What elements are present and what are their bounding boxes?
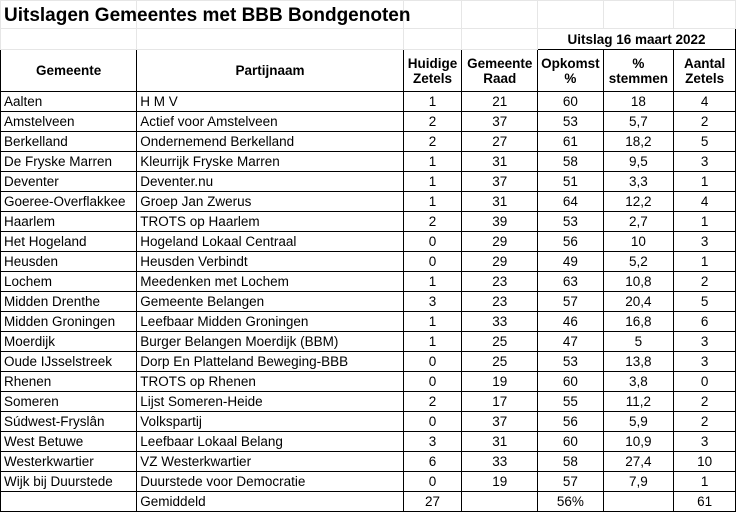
cell-pct-stemmen: 20,4: [603, 292, 674, 312]
cell-huidige-zetels: 2: [403, 112, 462, 132]
table-row: [1, 432, 736, 452]
header-gemeente: Gemeente: [1, 50, 137, 92]
cell-gemeente: De Fryske Marren: [1, 152, 137, 172]
cell-opkomst: 61: [538, 132, 604, 152]
cell-opkomst: 47: [538, 332, 604, 352]
cell-huidige-zetels: 0: [403, 372, 462, 392]
cell-gemeente: Het Hogeland: [1, 232, 137, 252]
cell-partijnaam: Kleurrijk Fryske Marren: [137, 152, 403, 172]
cell-partijnaam: Heusden Verbindt: [137, 252, 403, 272]
cell-pct-stemmen: 9,5: [603, 152, 674, 172]
cell-huidige-zetels: 2: [403, 132, 462, 152]
cell-partijnaam: Duurstede voor Democratie: [137, 472, 403, 492]
cell-gemeente: Haarlem: [1, 212, 137, 232]
cell-gemeenteraad: 23: [462, 292, 538, 312]
table-row: [1, 472, 736, 492]
cell-pct-stemmen: 11,2: [603, 392, 674, 412]
cell-partijnaam: Leefbaar Midden Groningen: [137, 312, 403, 332]
cell-gemeenteraad: 31: [462, 432, 538, 452]
cell-aantal-zetels: 3: [674, 332, 736, 352]
cell-pct-stemmen: 2,7: [603, 212, 674, 232]
cell-opkomst: 58: [538, 152, 604, 172]
cell-partijnaam: Leefbaar Lokaal Belang: [137, 432, 403, 452]
cell-huidige-zetels: 0: [403, 412, 462, 432]
cell-partijnaam: Ondernemend Berkelland: [137, 132, 403, 152]
cell-gemeenteraad: 33: [462, 452, 538, 472]
cell-aantal-zetels: 1: [674, 252, 736, 272]
cell-aantal-zetels: 2: [674, 112, 736, 132]
cell-partijnaam: Dorp En Platteland Beweging-BBB: [137, 352, 403, 372]
table-row: [1, 332, 736, 352]
header-aantal-zetels: Aantal Zetels: [674, 50, 736, 92]
cell-huidige-zetels: 0: [403, 252, 462, 272]
cell-gemeenteraad: 25: [462, 352, 538, 372]
cell-pct-stemmen: 5,9: [603, 412, 674, 432]
cell-gemeente: Súdwest-Fryslân: [1, 412, 137, 432]
cell-opkomst: 53: [538, 112, 604, 132]
cell-gemeente: Midden Drenthe: [1, 292, 137, 312]
header-opkomst: Opkomst %: [538, 50, 604, 92]
cell-opkomst: 53: [538, 352, 604, 372]
table-row: [1, 152, 736, 172]
cell-gemeente: Berkelland: [1, 132, 137, 152]
cell-partijnaam: H M V: [137, 92, 403, 112]
table-row: [1, 112, 736, 132]
cell-pct-stemmen: 18,2: [603, 132, 674, 152]
cell-gemeente: Moerdijk: [1, 332, 137, 352]
cell-gemeenteraad: 31: [462, 152, 538, 172]
table-row: [1, 212, 736, 232]
footer-huidige-zetels: 27: [403, 492, 462, 512]
cell-partijnaam: Groep Jan Zwerus: [137, 192, 403, 212]
cell-pct-stemmen: 3,3: [603, 172, 674, 192]
cell-gemeente: Oude IJsselstreek: [1, 352, 137, 372]
table-body: [1, 92, 736, 492]
table-row: [1, 272, 736, 292]
cell-gemeente: Midden Groningen: [1, 312, 137, 332]
cell-opkomst: 46: [538, 312, 604, 332]
cell-pct-stemmen: 7,9: [603, 472, 674, 492]
cell-gemeenteraad: 25: [462, 332, 538, 352]
uitslag-header: Uitslag 16 maart 2022: [538, 29, 736, 50]
cell-aantal-zetels: 3: [674, 352, 736, 372]
cell-huidige-zetels: 3: [403, 292, 462, 312]
cell-gemeenteraad: 27: [462, 132, 538, 152]
cell-pct-stemmen: 5,2: [603, 252, 674, 272]
cell-partijnaam: Burger Belangen Moerdijk (BBM): [137, 332, 403, 352]
cell-huidige-zetels: 1: [403, 172, 462, 192]
cell-gemeenteraad: 29: [462, 232, 538, 252]
cell-aantal-zetels: 10: [674, 452, 736, 472]
cell-aantal-zetels: 1: [674, 172, 736, 192]
cell-partijnaam: TROTS op Haarlem: [137, 212, 403, 232]
cell-opkomst: 56: [538, 232, 604, 252]
cell-aantal-zetels: 2: [674, 412, 736, 432]
table-row: [1, 192, 736, 212]
cell-aantal-zetels: 4: [674, 192, 736, 212]
cell-aantal-zetels: 1: [674, 212, 736, 232]
cell-pct-stemmen: 10,9: [603, 432, 674, 452]
cell-pct-stemmen: 10: [603, 232, 674, 252]
table-row: [1, 352, 736, 372]
cell-partijnaam: VZ Westerkwartier: [137, 452, 403, 472]
cell-aantal-zetels: 4: [674, 92, 736, 112]
cell-huidige-zetels: 0: [403, 472, 462, 492]
cell-gemeenteraad: 37: [462, 172, 538, 192]
cell-gemeenteraad: 37: [462, 412, 538, 432]
header-pct-stemmen: % stemmen: [603, 50, 674, 92]
footer-aantal-zetels: 61: [674, 492, 736, 512]
header-partijnaam: Partijnaam: [137, 50, 403, 92]
cell-gemeente: Lochem: [1, 272, 137, 292]
cell-gemeenteraad: 33: [462, 312, 538, 332]
table-row: [1, 392, 736, 412]
cell-partijnaam: Actief voor Amstelveen: [137, 112, 403, 132]
cell-opkomst: 51: [538, 172, 604, 192]
cell-huidige-zetels: 3: [403, 432, 462, 452]
cell-aantal-zetels: 2: [674, 272, 736, 292]
cell-gemeente: Aalten: [1, 92, 137, 112]
cell-gemeente: Deventer: [1, 172, 137, 192]
cell-opkomst: 57: [538, 472, 604, 492]
table-row: [1, 412, 736, 432]
cell-huidige-zetels: 1: [403, 92, 462, 112]
cell-huidige-zetels: 1: [403, 152, 462, 172]
cell-gemeente: Amstelveen: [1, 112, 137, 132]
cell-opkomst: 63: [538, 272, 604, 292]
cell-gemeenteraad: 39: [462, 212, 538, 232]
table-row: [1, 312, 736, 332]
cell-aantal-zetels: 2: [674, 392, 736, 412]
cell-partijnaam: Deventer.nu: [137, 172, 403, 192]
cell-pct-stemmen: 5: [603, 332, 674, 352]
cell-partijnaam: Lijst Someren-Heide: [137, 392, 403, 412]
cell-pct-stemmen: 13,8: [603, 352, 674, 372]
cell-gemeenteraad: 19: [462, 472, 538, 492]
cell-aantal-zetels: 6: [674, 312, 736, 332]
footer-opkomst: 56%: [538, 492, 604, 512]
cell-huidige-zetels: 0: [403, 352, 462, 372]
cell-gemeente: Rhenen: [1, 372, 137, 392]
cell-gemeenteraad: 37: [462, 112, 538, 132]
cell-opkomst: 60: [538, 372, 604, 392]
cell-aantal-zetels: 0: [674, 372, 736, 392]
cell-gemeente: Westerkwartier: [1, 452, 137, 472]
cell-opkomst: 57: [538, 292, 604, 312]
cell-opkomst: 55: [538, 392, 604, 412]
footer-empty-raad: [462, 492, 538, 512]
cell-opkomst: 60: [538, 92, 604, 112]
cell-opkomst: 58: [538, 452, 604, 472]
cell-gemeenteraad: 31: [462, 192, 538, 212]
cell-gemeenteraad: 17: [462, 392, 538, 412]
cell-huidige-zetels: 6: [403, 452, 462, 472]
cell-gemeente: Heusden: [1, 252, 137, 272]
cell-opkomst: 60: [538, 432, 604, 452]
cell-opkomst: 64: [538, 192, 604, 212]
cell-pct-stemmen: 3,8: [603, 372, 674, 392]
footer-empty: [1, 492, 137, 512]
cell-aantal-zetels: 5: [674, 132, 736, 152]
table-row: [1, 132, 736, 152]
cell-partijnaam: Gemeente Belangen: [137, 292, 403, 312]
cell-aantal-zetels: 3: [674, 432, 736, 452]
cell-pct-stemmen: 27,4: [603, 452, 674, 472]
cell-pct-stemmen: 5,7: [603, 112, 674, 132]
cell-opkomst: 53: [538, 212, 604, 232]
cell-huidige-zetels: 1: [403, 272, 462, 292]
cell-gemeente: Someren: [1, 392, 137, 412]
cell-partijnaam: TROTS op Rhenen: [137, 372, 403, 392]
header-gemeenteraad: Gemeente Raad: [462, 50, 538, 92]
cell-huidige-zetels: 0: [403, 232, 462, 252]
table-row: [1, 452, 736, 472]
cell-huidige-zetels: 2: [403, 392, 462, 412]
cell-gemeenteraad: 21: [462, 92, 538, 112]
cell-pct-stemmen: 18: [603, 92, 674, 112]
cell-pct-stemmen: 10,8: [603, 272, 674, 292]
cell-aantal-zetels: 3: [674, 152, 736, 172]
cell-partijnaam: Hogeland Lokaal Centraal: [137, 232, 403, 252]
table-row: [1, 252, 736, 272]
cell-partijnaam: Meedenken met Lochem: [137, 272, 403, 292]
table-row: [1, 292, 736, 312]
cell-opkomst: 49: [538, 252, 604, 272]
table-row: [1, 92, 736, 112]
cell-huidige-zetels: 1: [403, 312, 462, 332]
cell-gemeenteraad: 19: [462, 372, 538, 392]
table-row: [1, 172, 736, 192]
cell-pct-stemmen: 16,8: [603, 312, 674, 332]
cell-gemeente: Goeree-Overflakkee: [1, 192, 137, 212]
table-row: [1, 372, 736, 392]
cell-opkomst: 56: [538, 412, 604, 432]
cell-gemeente: West Betuwe: [1, 432, 137, 452]
header-huidige-zetels: Huidige Zetels: [403, 50, 462, 92]
cell-gemeente: Wijk bij Duurstede: [1, 472, 137, 492]
cell-partijnaam: Volkspartij: [137, 412, 403, 432]
cell-huidige-zetels: 1: [403, 192, 462, 212]
cell-huidige-zetels: 2: [403, 212, 462, 232]
footer-empty-stemmen: [603, 492, 674, 512]
cell-aantal-zetels: 1: [674, 472, 736, 492]
table-row: [1, 232, 736, 252]
page-title: Uitslagen Gemeentes met BBB Bondgenoten: [4, 5, 411, 26]
cell-pct-stemmen: 12,2: [603, 192, 674, 212]
footer-label: Gemiddeld: [137, 492, 403, 512]
cell-huidige-zetels: 1: [403, 332, 462, 352]
cell-gemeenteraad: 23: [462, 272, 538, 292]
cell-gemeenteraad: 29: [462, 252, 538, 272]
cell-aantal-zetels: 3: [674, 232, 736, 252]
cell-aantal-zetels: 5: [674, 292, 736, 312]
